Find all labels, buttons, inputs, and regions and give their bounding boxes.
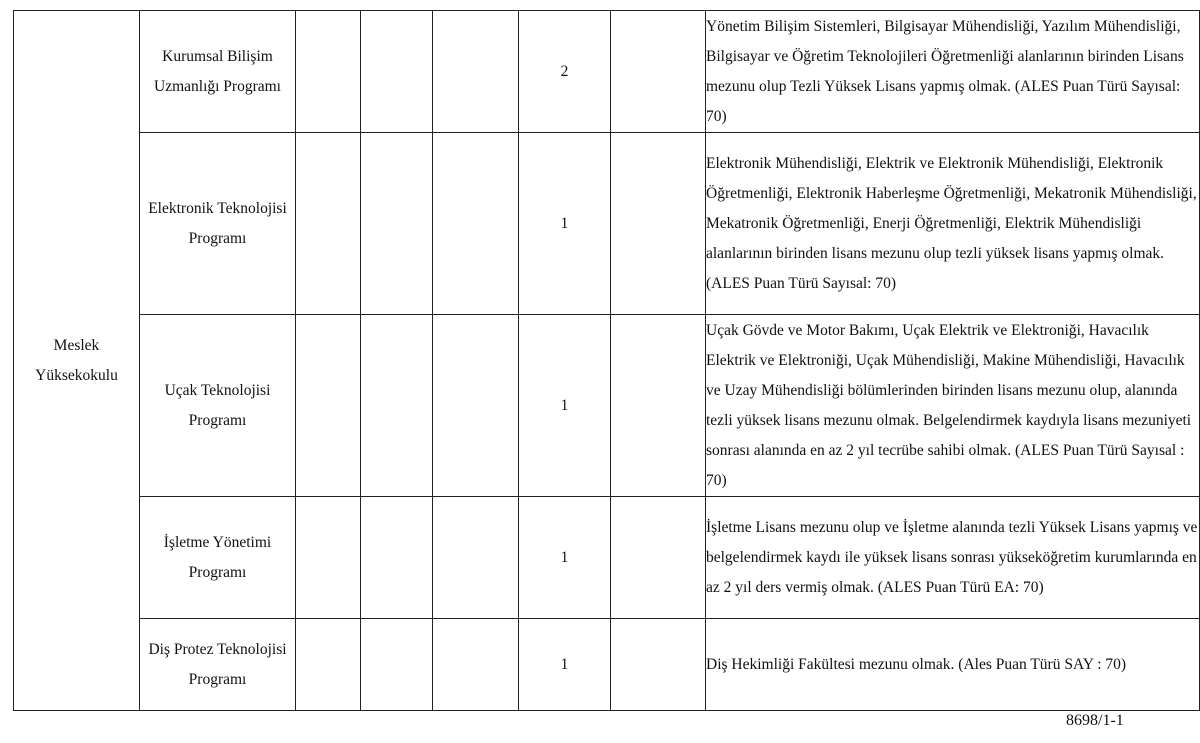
requirement-cell: Diş Hekimliği Fakültesi mezunu olmak. (Ales Puan Türü SAY : 70) bbox=[706, 619, 1200, 711]
empty-cell bbox=[361, 497, 433, 619]
empty-cell bbox=[361, 315, 433, 497]
requirement-cell: İşletme Lisans mezunu olup ve İşletme alanında tezli Yüksek Lisans yapmış ve belgelendirmek kaydı ile yüksek lisans sonrası yükseköğretim kurumlarında en az 2 yıl ders vermiş olmak. (ALES Puan Türü EA: 70) bbox=[706, 497, 1200, 619]
empty-cell bbox=[296, 619, 361, 711]
document-code: 8698/1-1 bbox=[1066, 712, 1124, 729]
table-row bbox=[14, 11, 1200, 133]
empty-cell bbox=[296, 11, 361, 133]
empty-cell bbox=[296, 497, 361, 619]
requirement-cell: Elektronik Mühendisliği, Elektrik ve Elektronik Mühendisliği, Elektronik Öğretmenliği, Elektronik Haberleşme Öğretmenliği, Mekatronik Mühendisliği, Mekatronik Öğretmenliği, Enerji Öğretmenliği, Elektrik Mühendisliği alanlarının birinden lisans mezunu olup tezli yüksek lisans yapmış olmak. (ALES Puan Türü Sayısal: 70) bbox=[706, 133, 1200, 315]
requirement-cell: Uçak Gövde ve Motor Bakımı, Uçak Elektrik ve Elektroniği, Havacılık Elektrik ve Elektroniği, Uçak Mühendisliği, Makine Mühendisliği, Havacılık ve Uzay Mühendisliği bölümlerinden birinden lisans mezunu olup, alanında tezli yüksek lisans mezunu olmak. Belgelendirmek kaydıyla lisans mezuniyeti sonrası alanında en az 2 yıl tecrübe sahibi olmak. (ALES Puan Türü Sayısal : 70) bbox=[706, 315, 1200, 497]
empty-cell bbox=[611, 315, 706, 497]
position-count-cell: 1 bbox=[519, 497, 611, 619]
program-cell: Elektronik Teknolojisi Programı bbox=[140, 133, 296, 315]
empty-cell bbox=[296, 133, 361, 315]
table-row bbox=[14, 497, 1200, 619]
announcement-table bbox=[13, 10, 1200, 711]
empty-cell bbox=[433, 133, 519, 315]
empty-cell bbox=[611, 133, 706, 315]
empty-cell bbox=[433, 619, 519, 711]
empty-cell bbox=[361, 11, 433, 133]
position-count-cell: 1 bbox=[519, 315, 611, 497]
program-cell: İşletme Yönetimi Programı bbox=[140, 497, 296, 619]
position-count-cell: 1 bbox=[519, 133, 611, 315]
program-cell: Uçak Teknolojisi Programı bbox=[140, 315, 296, 497]
table-row bbox=[14, 619, 1200, 711]
position-count-cell: 1 bbox=[519, 619, 611, 711]
faculty-cell: Meslek Yüksekokulu bbox=[14, 11, 140, 711]
empty-cell bbox=[296, 315, 361, 497]
table-row bbox=[14, 315, 1200, 497]
empty-cell bbox=[611, 11, 706, 133]
empty-cell bbox=[611, 497, 706, 619]
program-cell: Kurumsal Bilişim Uzmanlığı Programı bbox=[140, 11, 296, 133]
position-count-cell: 2 bbox=[519, 11, 611, 133]
requirement-cell: Yönetim Bilişim Sistemleri, Bilgisayar Mühendisliği, Yazılım Mühendisliği, Bilgisayar ve Öğretim Teknolojileri Öğretmenliği alanlarının birinden Lisans mezunu olup Tezli Yüksek Lisans yapmış olmak. (ALES Puan Türü Sayısal: 70) bbox=[706, 11, 1200, 133]
table-row bbox=[14, 133, 1200, 315]
empty-cell bbox=[361, 619, 433, 711]
empty-cell bbox=[433, 497, 519, 619]
empty-cell bbox=[433, 11, 519, 133]
empty-cell bbox=[611, 619, 706, 711]
empty-cell bbox=[433, 315, 519, 497]
program-cell: Diş Protez Teknolojisi Programı bbox=[140, 619, 296, 711]
empty-cell bbox=[361, 133, 433, 315]
